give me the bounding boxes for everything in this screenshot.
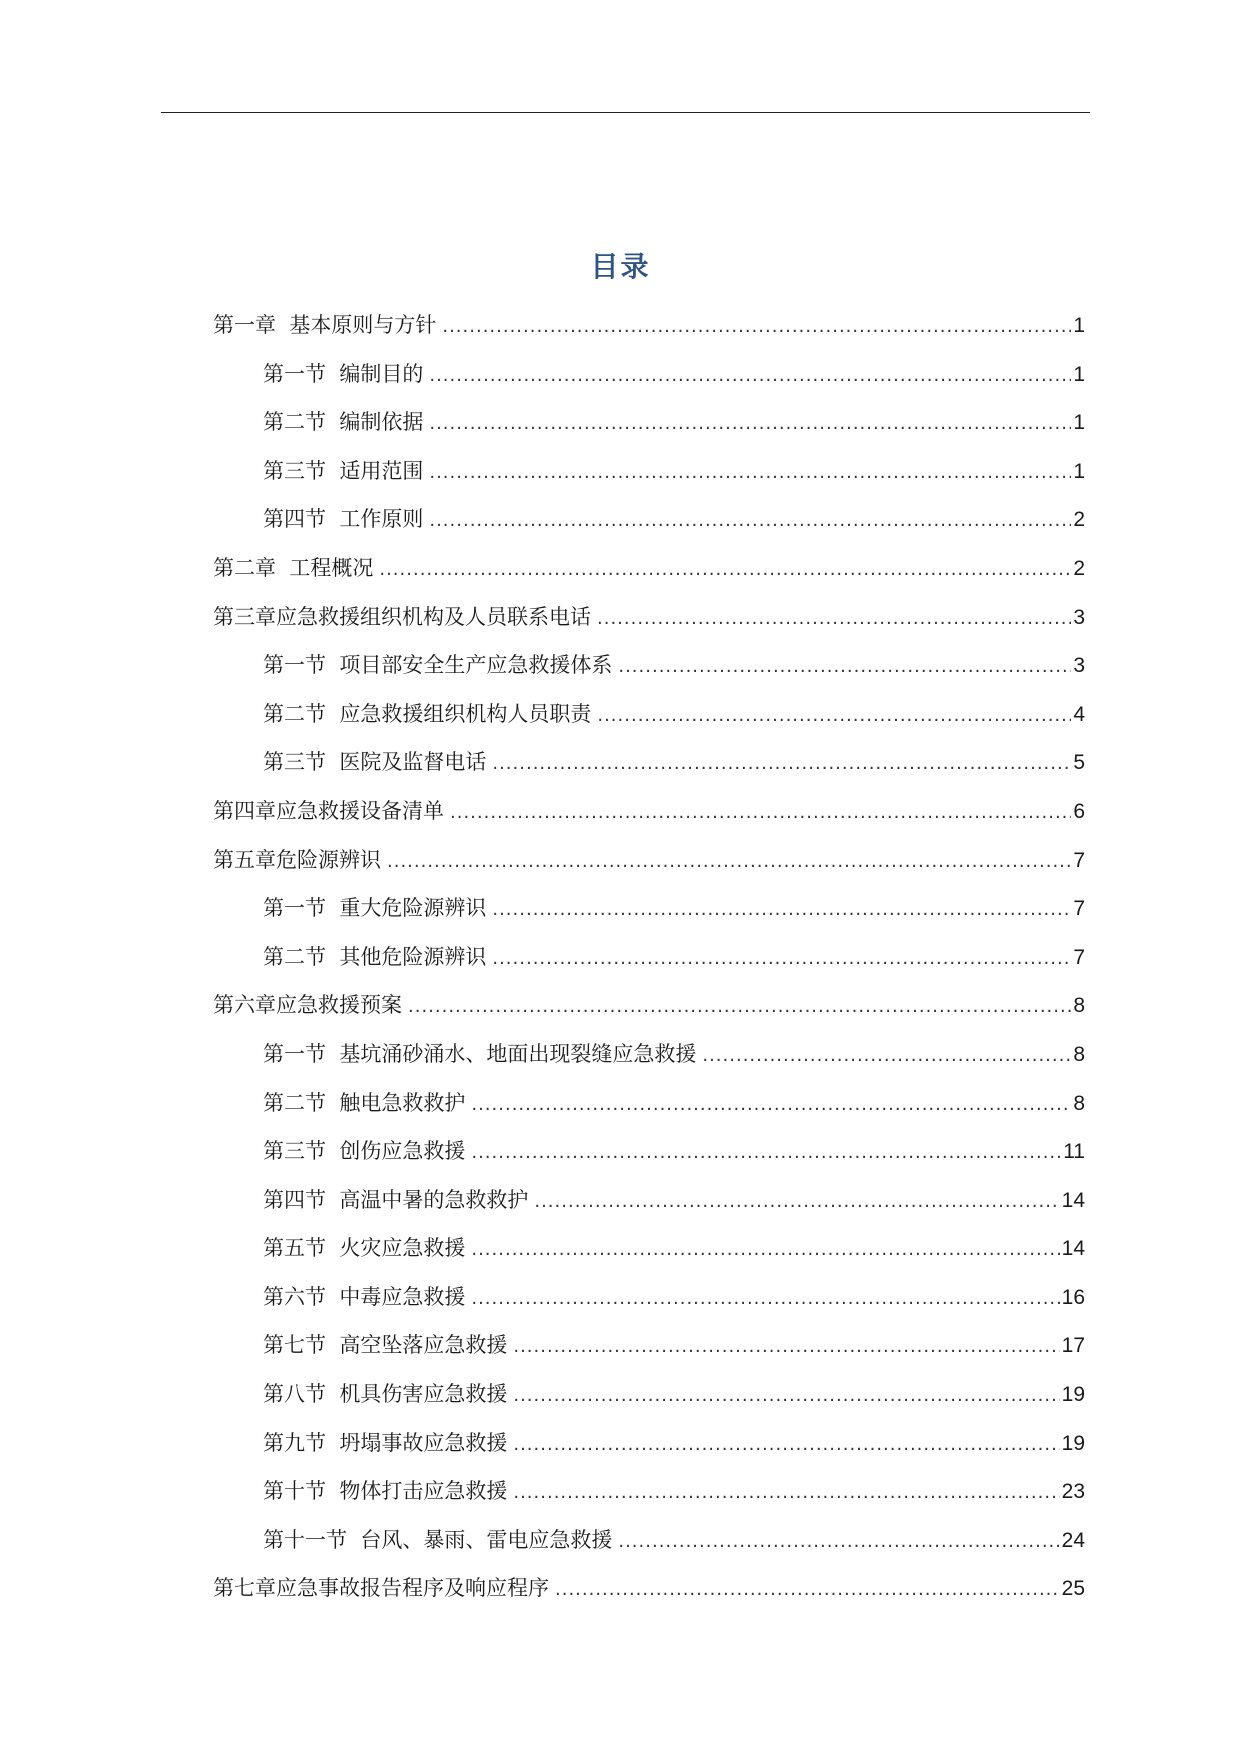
- toc-entry-label: 第二节 编制依据: [263, 410, 424, 435]
- toc-dot-leader: [618, 1518, 1059, 1567]
- toc-entry-label: 第一节 编制目的: [263, 361, 424, 386]
- toc-page-number: 23: [1061, 1480, 1085, 1504]
- toc-entry-label: 第二节 应急救援组织机构人员职责: [263, 701, 592, 726]
- toc-list: [213, 301, 1085, 1613]
- toc-section-entry[interactable]: [213, 1419, 1085, 1468]
- toc-entry-label: 第二章 工程概况: [213, 555, 374, 580]
- toc-page-number: 3: [1073, 605, 1085, 629]
- toc-page-number: 1: [1073, 362, 1085, 386]
- toc-section-entry[interactable]: [213, 1370, 1085, 1419]
- toc-dot-leader: [597, 595, 1071, 644]
- toc-entry-label: 第十一节 台风、暴雨、雷电应急救援: [263, 1527, 613, 1552]
- toc-page-number: 17: [1061, 1334, 1085, 1358]
- toc-entry-label: 第一节 基坑涌砂涌水、地面出现裂缝应急救援: [263, 1041, 697, 1066]
- toc-chapter-entry[interactable]: [213, 981, 1085, 1030]
- toc-page-number: 1: [1073, 459, 1085, 483]
- toc-entry-label: 第一节 项目部安全生产应急救援体系: [263, 653, 613, 678]
- toc-section-entry[interactable]: [213, 350, 1085, 399]
- toc-page-number: 8: [1073, 1042, 1085, 1066]
- toc-page-number: 16: [1061, 1285, 1085, 1309]
- toc-page-number: 14: [1061, 1237, 1085, 1261]
- toc-section-entry[interactable]: [213, 1516, 1085, 1565]
- toc-entry-label: 第九节 坍塌事故应急救援: [263, 1430, 508, 1455]
- toc-section-entry[interactable]: [213, 641, 1085, 690]
- toc-entry-label: 第五节 火灾应急救援: [263, 1236, 466, 1261]
- toc-chapter-entry[interactable]: [213, 593, 1085, 642]
- toc-dot-leader: [387, 838, 1071, 887]
- toc-section-entry[interactable]: [213, 495, 1085, 544]
- toc-dot-leader: [429, 497, 1071, 546]
- toc-entry-label: 第七章应急事故报告程序及响应程序: [213, 1576, 549, 1601]
- toc-entry-label: 第一章 基本原则与方针: [213, 313, 437, 337]
- toc-page-number: 2: [1073, 556, 1085, 580]
- toc-entry-label: 第八节 机具伤害应急救援: [263, 1382, 508, 1407]
- toc-section-entry[interactable]: [213, 447, 1085, 496]
- toc-dot-leader: [513, 1372, 1059, 1421]
- toc-entry-label: 第一节 重大危险源辨识: [263, 896, 487, 921]
- toc-entry-label: 第三章应急救援组织机构及人员联系电话: [213, 604, 591, 629]
- toc-dot-leader: [534, 1178, 1059, 1227]
- toc-dot-leader: [618, 643, 1071, 692]
- toc-page-number: 1: [1073, 314, 1085, 337]
- toc-entry-label: 第三节 医院及监督电话: [263, 750, 487, 775]
- toc-section-entry[interactable]: [213, 1127, 1085, 1176]
- toc-dot-leader: [492, 886, 1071, 935]
- toc-page-number: 6: [1073, 799, 1085, 823]
- toc-section-entry[interactable]: [213, 933, 1085, 982]
- toc-section-entry[interactable]: [213, 1079, 1085, 1128]
- toc-section-entry[interactable]: [213, 1467, 1085, 1516]
- toc-entry-label: 第四章应急救援设备清单: [213, 798, 444, 823]
- toc-chapter-entry[interactable]: [213, 1564, 1085, 1613]
- toc-chapter-entry[interactable]: [213, 787, 1085, 836]
- toc-entry-label: 第四节 高温中暑的急救救护: [263, 1187, 529, 1212]
- toc-entry-label: 第四节 工作原则: [263, 507, 424, 532]
- toc-page-number: 14: [1061, 1188, 1085, 1212]
- toc-section-entry[interactable]: [213, 1224, 1085, 1273]
- toc-page-number: 8: [1073, 1091, 1085, 1115]
- toc-section-entry[interactable]: [213, 1030, 1085, 1079]
- toc-dot-leader: [471, 1081, 1071, 1130]
- toc-chapter-entry[interactable]: [213, 544, 1085, 593]
- toc-entry-label: 第六章应急救援预案: [213, 993, 402, 1018]
- toc-page-number: 1: [1073, 411, 1085, 435]
- toc-page-number: 11: [1063, 1140, 1085, 1164]
- toc-dot-leader: [513, 1323, 1059, 1372]
- toc-dot-leader: [429, 400, 1071, 449]
- toc-page-number: 3: [1073, 654, 1085, 678]
- toc-dot-leader: [492, 740, 1071, 789]
- header-rule: [161, 112, 1090, 113]
- toc-dot-leader: [555, 1566, 1060, 1615]
- toc-chapter-entry[interactable]: [213, 301, 1085, 350]
- toc-page-number: 8: [1073, 994, 1085, 1018]
- toc-page-number: 2: [1073, 508, 1085, 532]
- toc-entry-label: 第二节 其他危险源辨识: [263, 944, 487, 969]
- toc-dot-leader: [429, 352, 1071, 401]
- toc-chapter-entry[interactable]: [213, 836, 1085, 885]
- toc-dot-leader: [471, 1275, 1059, 1324]
- toc-page-number: 5: [1073, 751, 1085, 775]
- toc-dot-leader: [450, 789, 1071, 838]
- toc-section-entry[interactable]: [213, 1321, 1085, 1370]
- toc-dot-leader: [513, 1421, 1059, 1470]
- toc-section-entry[interactable]: [213, 884, 1085, 933]
- toc-dot-leader: [442, 303, 1071, 352]
- toc-section-entry[interactable]: [213, 1176, 1085, 1225]
- toc-section-entry[interactable]: [213, 738, 1085, 787]
- toc-page-number: 24: [1061, 1528, 1085, 1552]
- toc-dot-leader: [702, 1032, 1071, 1081]
- toc-dot-leader: [513, 1469, 1059, 1518]
- toc-entry-label: 第六节 中毒应急救援: [263, 1284, 466, 1309]
- toc-page-number: 19: [1061, 1431, 1085, 1455]
- toc-entry-label: 第三节 适用范围: [263, 458, 424, 483]
- toc-page-number: 7: [1073, 848, 1085, 872]
- toc-entry-label: 第五章危险源辨识: [213, 847, 381, 872]
- toc-section-entry[interactable]: [213, 690, 1085, 739]
- toc-section-entry[interactable]: [213, 398, 1085, 447]
- toc-dot-leader: [471, 1226, 1059, 1275]
- toc-title: 目录: [590, 250, 651, 283]
- toc-entry-label: 第十节 物体打击应急救援: [263, 1479, 508, 1504]
- toc-page-number: 25: [1061, 1577, 1085, 1601]
- toc-page-number: 19: [1061, 1383, 1085, 1407]
- toc-dot-leader: [471, 1129, 1061, 1178]
- toc-entry-label: 第二节 触电急救救护: [263, 1090, 466, 1115]
- toc-dot-leader: [379, 546, 1071, 595]
- toc-dot-leader: [597, 692, 1071, 741]
- toc-section-entry[interactable]: [213, 1273, 1085, 1322]
- toc-dot-leader: [408, 983, 1071, 1032]
- toc-entry-label: 第七节 高空坠落应急救援: [263, 1333, 508, 1358]
- toc-dot-leader: [429, 449, 1071, 498]
- toc-page-number: 4: [1073, 702, 1085, 726]
- toc-page-number: 7: [1073, 897, 1085, 921]
- toc-page-number: 7: [1073, 945, 1085, 969]
- toc-entry-label: 第三节 创伤应急救援: [263, 1139, 466, 1164]
- toc-dot-leader: [492, 935, 1071, 984]
